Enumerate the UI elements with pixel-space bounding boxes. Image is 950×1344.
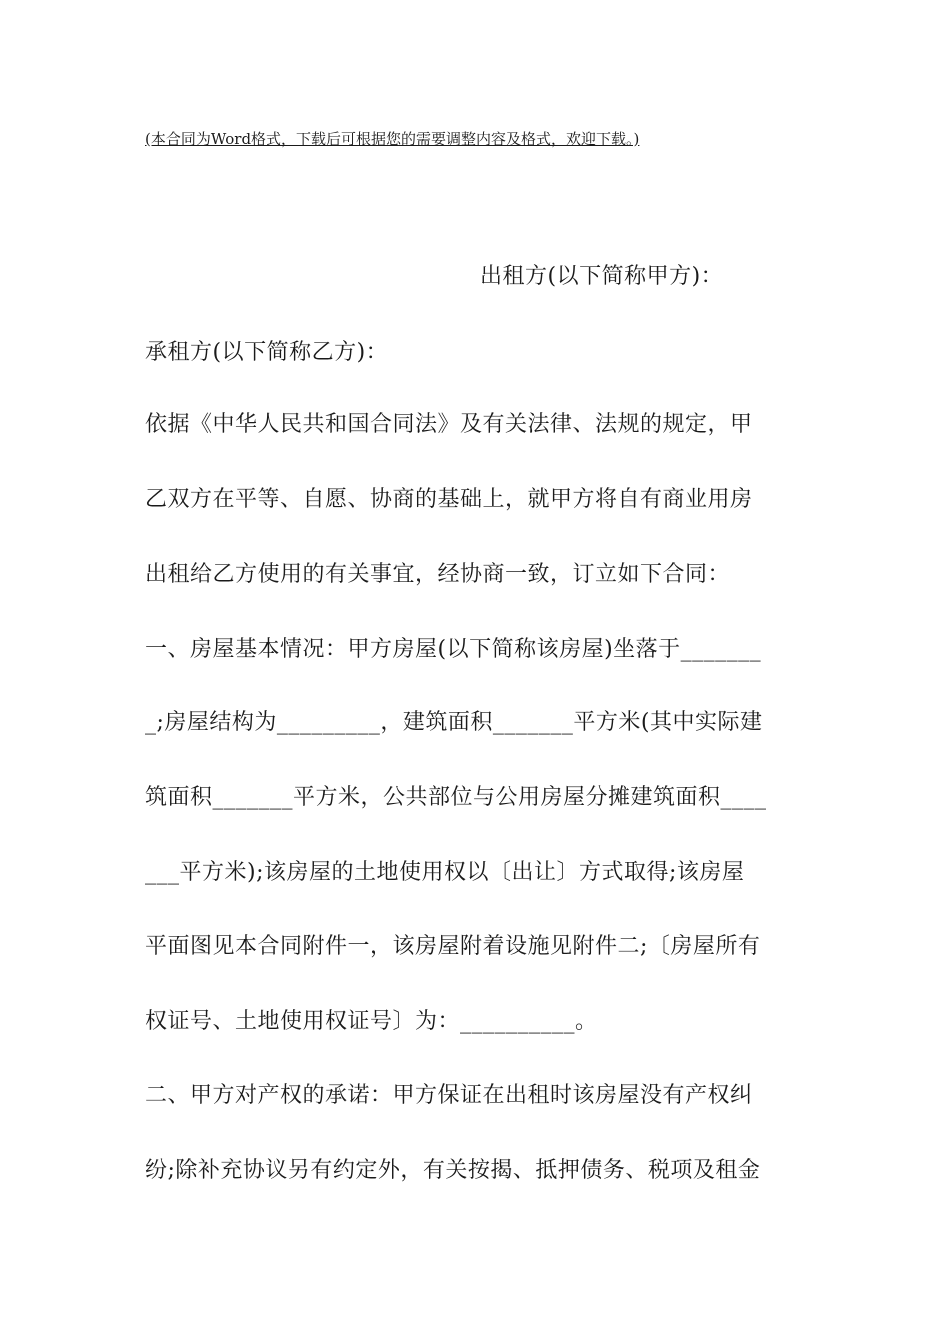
lessee-line: 承租方(以下简称乙方)： (145, 340, 389, 365)
format-notice: (本合同为Word格式，下载后可根据您的需要调整内容及格式，欢迎下载。) (145, 130, 640, 148)
body-line: 乙双方在平等、自愿、协商的基础上，就甲方将自有商业用房 (145, 487, 753, 512)
body-line: 纷;除补充协议另有约定外，有关按揭、抵押债务、税项及租金 (145, 1158, 761, 1183)
clause-2-line: 二、甲方对产权的承诺：甲方保证在出租时该房屋没有产权纠 (145, 1083, 753, 1108)
lessor-line: 出租方(以下简称甲方)： (480, 264, 724, 289)
body-line: 权证号、土地使用权证号〕为：__________。 (145, 1009, 598, 1034)
body-line: 出租给乙方使用的有关事宜，经协商一致，订立如下合同： (145, 562, 731, 587)
body-line: _;房屋结构为_________，建筑面积_______平方米(其中实际建 (145, 710, 763, 735)
clause-1-line: 一、房屋基本情况：甲方房屋(以下简称该房屋)坐落于_______ (145, 637, 762, 662)
body-line: 依据《中华人民共和国合同法》及有关法律、法规的规定，甲 (145, 412, 753, 437)
body-line: ___平方米);该房屋的土地使用权以〔出让〕方式取得;该房屋 (145, 860, 745, 885)
body-line: 筑面积_______平方米，公共部位与公用房屋分摊建筑面积____ (145, 785, 767, 810)
body-line: 平面图见本合同附件一，该房屋附着设施见附件二;〔房屋所有 (145, 934, 761, 959)
